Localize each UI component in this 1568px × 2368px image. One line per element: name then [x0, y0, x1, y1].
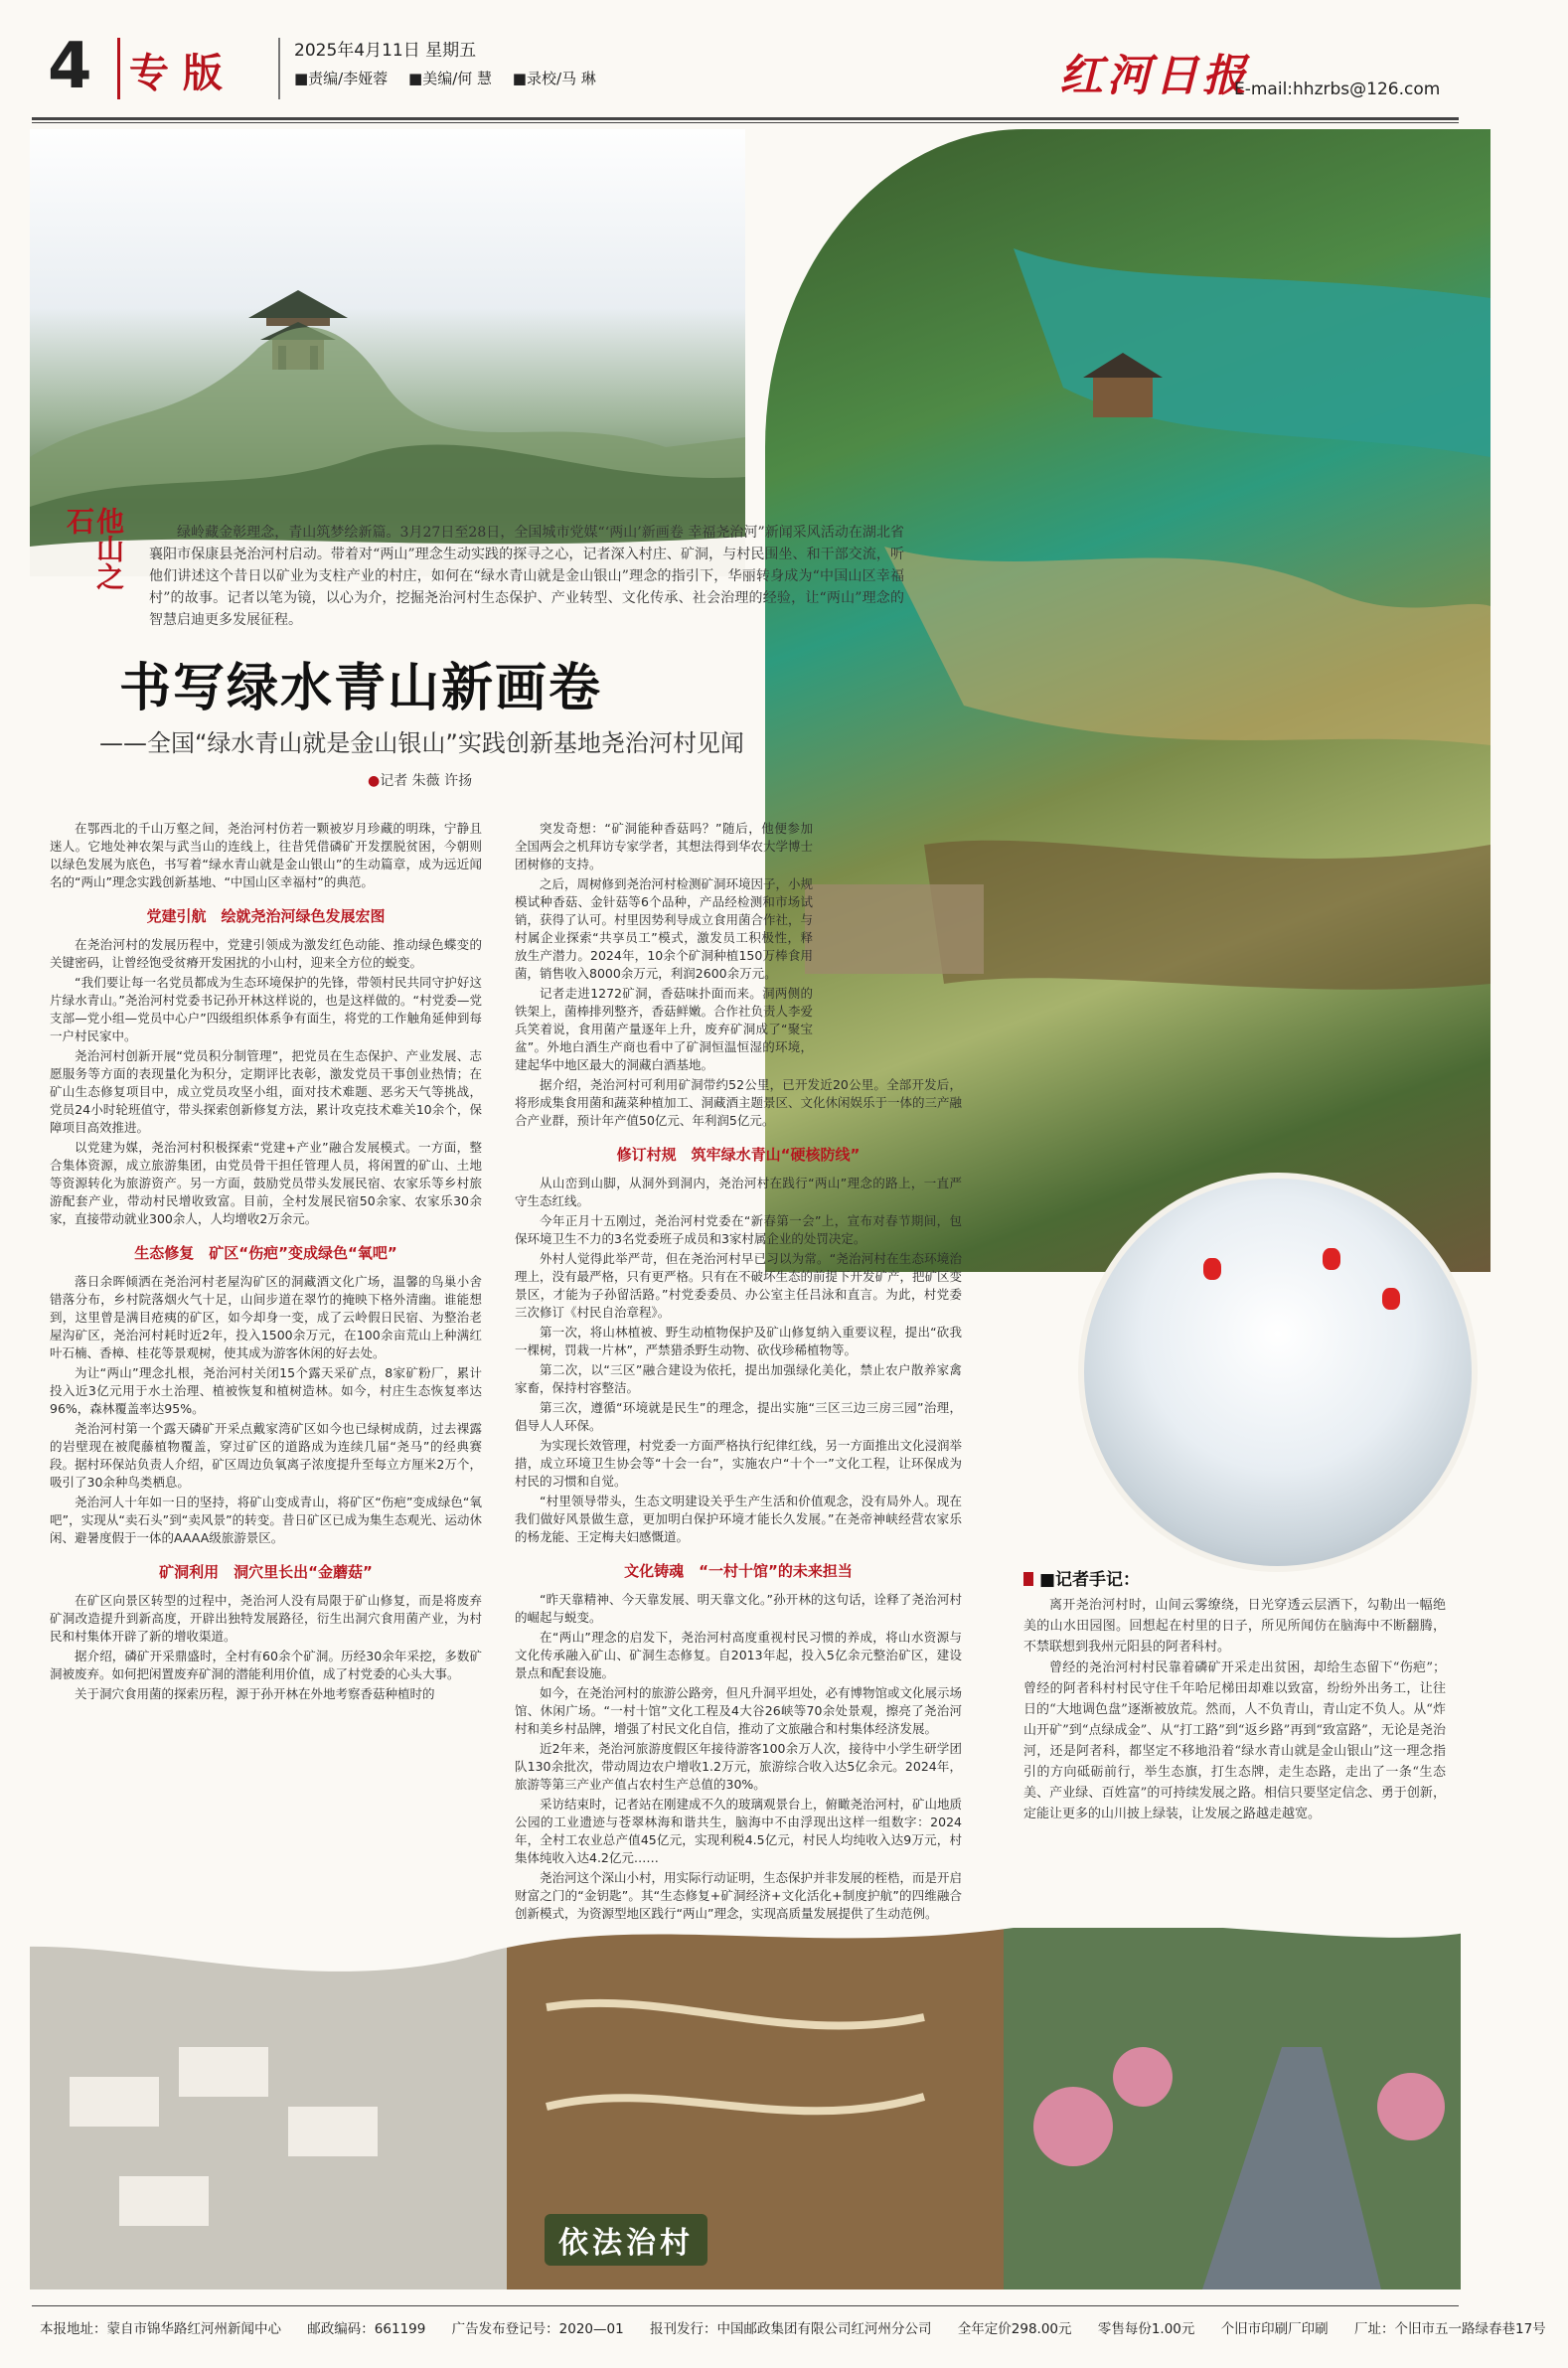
footer-item: 报刊发行：中国邮政集团有限公司红河州分公司: [649, 2321, 932, 2337]
paragraph: 今年正月十五刚过，尧治河村党委在“新春第一会”上，宣布对春节期间，包保环境卫生不力的3名党委班子成员和3家村属企业的处罚决定。: [515, 1213, 962, 1246]
paragraph: 据介绍，尧治河村可利用矿洞带约52公里，已开发近20公里。全部开发后，将形成集食用菌和蔬菜种植加工、洞藏酒主题景区、文化休闲娱乐于一体的三产融合产业群，预计年产值50亿元、年利润5亿元。: [515, 1077, 963, 1128]
column-seal: 他山之石: [63, 507, 125, 590]
paragraph: 尧治河这个深山小村，用实际行动证明，生态保护并非发展的桎梏，而是开启财富之门的“金钥匙”。其“生态修复+矿洞经济+文化活化+制度护航”的四维融合创新模式，为资源型地区践行“两山”理念，实现高质量发展提供了生动范例。: [515, 1870, 963, 1921]
article-title: 书写绿水青山新画卷: [119, 658, 603, 718]
issue-date: 2025年4月11日 星期五: [294, 41, 477, 61]
editor-credits: [294, 68, 612, 88]
paragraph: 在矿区向景区转型的过程中，尧治河人没有局限于矿山修复，而是将废弃矿洞改造提升到新高度，开辟出独特发展路径，衍生出洞穴食用菌产业，为村民和村集体开辟了新的增收渠道。: [50, 1593, 482, 1644]
article-subtitle: ——全国“绿水青山就是金山银山”实践创新基地尧治河村见闻: [99, 729, 744, 757]
paragraph: 落日余晖倾洒在尧治河村老屋沟矿区的洞藏酒文化广场，温馨的鸟巢小舍错落分布，乡村院落烟火气十足，山间步道在翠竹的掩映下格外清幽。谁能想到，这里曾是满目疮痍的矿区，如今却身一变，成了云岭假日民宿、为整治老屋沟矿区，尧治河村耗时近2年，投入1500余万元，在100余亩荒山上种满红叶石楠、香樟、桂花等景观树，使其成为游客休闲的好去处。: [50, 1274, 482, 1360]
byline: [368, 770, 472, 790]
contact-email: E-mail:hhzrbs@126.com: [1234, 79, 1441, 99]
byline-text: 记者 朱薇 许扬: [380, 773, 473, 789]
paragraph: 第一次，将山林植被、野生动植物保护及矿山修复纳入重要议程，提出“砍我一棵树，罚栽一片林”，严禁猎杀野生动物、砍伐珍稀植物等。: [515, 1325, 962, 1357]
col2-narrow-block: [515, 820, 813, 1074]
lead-paragraph: 绿岭藏金彰理念，青山筑梦绘新篇。3月27日至28日，全国城市党媒“‘两山’新画卷 幸福尧治河”新闻采风活动在湖北省襄阳市保康县尧治河村启动。带着对“两山”理念生动实践的探寻之心，记者深入村庄、矿洞，与村民围坐、和干部交流，听他们讲述这个昔日以矿业为支柱产业的村庄，如何在“绿水青山就是金山银山”理念的指引下，华丽转身成为“中国山区幸福村”的故事。记者以笔为镜，以心为介，挖掘尧治河村生态保护、产业转型、文化传承、社会治理的经验，让“两山”理念的智慧启迪更多发展征程。: [149, 525, 904, 628]
col2-wide-block: [515, 1076, 962, 1923]
paragraph: 曾经的尧治河村村民靠着磷矿开采走出贫困，却给生态留下“伤疤”；曾经的阿者科村村民守住千年哈尼梯田却难以致富，纷纷外出务工，让往日的“大地调色盘”逐渐被放荒。然而，人不负青山，青山定不负人。从“炸山开矿”到“点绿成金”、从“打工路”到“返乡路”再到“致富路”，无论是尧治河，还是阿者科，都坚定不移地沿着“绿水青山就是金山银山”这一理念指引的方向砥砺前行，举生态旗，打生态牌，走生态路，走出了一条“生态美、产业绿、百姓富”的可持续发展之路。相信只要坚定信念、勇于创新，定能让更多的山川披上绿装，让发展之路越走越宽。: [1023, 1660, 1446, 1821]
paragraph: 据介绍，磷矿开采鼎盛时，全村有60余个矿洞。历经30余年采挖，多数矿洞被废弃。如何把闲置废弃矿洞的潜能利用价值，成了村党委的心头大事。: [50, 1649, 482, 1681]
paragraph: 采访结束时，记者站在刚建成不久的玻璃观景台上，俯瞰尧治河村，矿山地质公园的工业遗迹与苍翠林海和谐共生，脑海中不由浮现出这样一组数字：2024年，全村工农业总产值45亿元，实现利税4.5亿元，村民人均纯收入达9万元，村集体纯收入达4.2亿元……: [515, 1797, 963, 1865]
paragraph: 从山峦到山脚，从洞外到洞内，尧治河村在践行“两山”理念的路上，一直严守生态红线。: [515, 1176, 962, 1208]
editor-credit: ■录校/马 琳: [512, 70, 596, 87]
footer-item: 个旧市印刷厂印刷: [1220, 2321, 1329, 2337]
paragraph: 近2年来，尧治河旅游度假区年接待游客100余万人次，接待中小学生研学团队130余批次，带动周边农户增收1.2万元，旅游综合收入达5亿余元。2024年，旅游等第三产业产值占农村生产总值的30%。: [515, 1741, 962, 1792]
article-column-1: [50, 820, 482, 1943]
paragraph: 突发奇想：“矿洞能种香菇吗？”随后，他便参加全国两会之机拜访专家学者，其想法得到华农大学博士团树修的支持。: [515, 821, 814, 871]
footer-item: 厂址：个旧市五一路绿春巷17号: [1353, 2321, 1546, 2337]
header-divider-2: [278, 38, 280, 99]
paragraph: 在“两山”理念的启发下，尧治河村高度重视村民习惯的养成，将山水资源与文化传承融入矿山、矿洞生态修复。自2013年起，投入5亿余元整治矿区，建设景点和配套设施。: [515, 1630, 962, 1680]
paragraph: 尧治河村创新开展“党员积分制管理”，把党员在生态保护、产业发展、志愿服务等方面的表现量化为积分，定期评比表彰，激发党员干事创业热情；在矿山生态修复项目中，成立党员攻坚小组，面对技术难题、恶劣天气等挑战，党员24小时轮班值守，带头探索创新修复方法，累计攻克技术难关10余个，保障项目高效推进。: [50, 1048, 482, 1135]
paragraph: 第三次，遵循“环境就是民生”的理念，提出实施“三区三边三房三园”治理，倡导人人环保。: [515, 1400, 962, 1433]
footer-item: 全年定价298.00元: [957, 2321, 1072, 2337]
paragraph: 在尧治河村的发展历程中，党建引领成为激发红色动能、推动绿色蝶变的关键密码，让曾经饱受贫瘠开发困扰的小山村，迎来全方位的蜕变。: [50, 937, 482, 970]
masthead: [0, 0, 1490, 129]
paragraph: 第二次，以“三区”融合建设为依托，提出加强绿化美化，禁止农户散养家禽家畜，保持村容整洁。: [515, 1362, 962, 1395]
footer-item: 邮政编码：661199: [307, 2321, 426, 2337]
paragraph: 外村人觉得此举严苛，但在尧治河村早已习以为常。“尧治河村在生态环境治理上，没有最严格，只有更严格。只有在不破坏生态的前提下开发矿产，把矿区变景区，才能为子孙留活路。”村党委委员、办公室主任吕泳和直言。为此，村党委三次修订《村民自治章程》。: [515, 1251, 963, 1320]
paragraph: 为实现长效管理，村党委一方面严格执行纪律红线，另一方面推出文化浸润举措，成立环境卫生协会等“十会一台”，实施农户“十个一”文化工程，让环保成为村民的习惯和自觉。: [515, 1438, 963, 1489]
section-heading: 文化铸魂 “一村十馆”的未来担当: [624, 1562, 853, 1580]
paragraph: 以党建为媒，尧治河村积极探索“党建+产业”融合发展模式。一方面，整合集体资源，成立旅游集团，由党员骨干担任管理人员，将闲置的矿山、土地等资源转化为旅游资产。另一方面，鼓励党员带头发展民宿、农家乐等乡村旅游配套产业，带动村民增收致富。目前，全村发展民宿50余家、农家乐30余家，直接带动就业300余人，人均增收2万余元。: [50, 1140, 482, 1226]
section-heading: 修订村规 筑牢绿水青山“硬核防线”: [616, 1146, 861, 1164]
header-rule: [32, 117, 1459, 120]
header-divider: [117, 38, 120, 99]
paragraph: 尧治河人十年如一日的坚持，将矿山变成青山，将矿区“伤疤”变成绿色“氧吧”，实现从“卖石头”到“卖风景”的转变。昔日矿区已成为集生态观光、运动休闲、避暑度假于一体的AAAA级旅游景区。: [50, 1495, 482, 1545]
paragraph: 记者走进1272矿洞，香菇味扑面而来。洞两侧的铁架上，菌棒排列整齐，香菇鲜嫩。合作社负责人李爱兵笑着说，食用菌产量逐年上升，废弃矿洞成了“聚宝盆”。外地白酒生产商也看中了矿洞恒温恒湿的环境，建起华中地区最大的洞藏白酒基地。: [515, 986, 814, 1072]
paragraph: 尧治河村第一个露天磷矿开采点戴家湾矿区如今也已绿树成荫，过去裸露的岩壁现在被爬藤植物覆盖，穿过矿区的道路成为连续几届“尧马”的经典赛段。据村环保站负责人介绍，矿区周边负氧离子浓度提升至每立方厘米2万个，吸引了30余种鸟类栖息。: [50, 1421, 482, 1490]
reporter-note-heading: ■记者手记：: [1023, 1565, 1140, 1590]
paragraph: 如今，在尧治河村的旅游公路旁，但凡升洞平坦处，必有博物馆或文化展示场馆、休闲广场。“一村十馆”文化工程及4大谷26峡等70余处景观，擦亮了尧治河村和美乡村品牌，增强了村民文化自信，推动了文旅融合和村集体经济发展。: [515, 1685, 963, 1736]
footer-item: 广告发布登记号：2020—01: [451, 2321, 624, 2337]
paragraph: 关于洞穴食用菌的探索历程，源于孙开林在外地考察香菇种植时的: [75, 1686, 435, 1701]
paragraph: “昨天靠精神、今天靠发展、明天靠文化。”孙开林的这句话，诠释了尧治河村的崛起与蜕变。: [515, 1592, 962, 1625]
footer-item: 零售每份1.00元: [1097, 2321, 1195, 2337]
paragraph: “我们要让每一名党员都成为生态环境保护的先锋，带领村民共同守护好这片绿水青山。”尧治河村党委书记孙开林这样说的，也是这样做的。“村党委—党支部—党小组—党员中心户”四级组织体系争有面生，将党的工作触角延伸到每一户村民家中。: [50, 975, 482, 1043]
page-section-tag: 专 版: [129, 50, 223, 96]
section-heading: 矿洞利用 洞穴里长出“金蘑菇”: [159, 1563, 373, 1581]
lantern-icon: [1323, 1248, 1340, 1270]
paragraph: 离开尧治河村时，山间云雾缭绕，日光穿透云层洒下，勾勒出一幅绝美的山水田园图。回想起在村里的日子，所见所闻仿在脑海中不断翻腾，不禁联想到我州元阳县的阿者科村。: [1023, 1598, 1446, 1655]
pavilion-mountain-photo: [30, 129, 745, 576]
lantern-icon: [1382, 1288, 1400, 1310]
paragraph: “村里领导带头，生态文明建设关乎生产生活和价值观念，没有局外人。现在我们做好风景做生意，更加明白保护环境才能长久发展。”在尧帝神峡经营农家乐的杨龙能、王定梅夫妇感慨道。: [515, 1494, 962, 1544]
footer-rule: [32, 2305, 1459, 2306]
editor-credit: ■美编/何 慧: [408, 70, 493, 87]
footer-item: 本报地址：蒙自市锦华路红河州新闻中心: [40, 2321, 281, 2337]
section-heading: 生态修复 矿区“伤疤”变成绿色“氧吧”: [134, 1244, 397, 1262]
paragraph: 为让“两山”理念扎根，尧治河村关闭15个露天采矿点，8家矿粉厂，累计投入近3亿元用于水土治理、植被恢复和植树造林。如今，村庄生态恢复率达96%，森林覆盖率达95%。: [50, 1365, 482, 1416]
editor-credit: ■责编/李娅蓉: [294, 70, 389, 87]
byline-bullet: ●: [368, 773, 381, 789]
snow-village-photo: [1078, 1173, 1478, 1572]
section-heading: 党建引航 绘就尧治河绿色发展宏图: [146, 907, 386, 925]
article-column-2: [515, 820, 964, 1923]
photo-sign-text: 依法治村: [545, 2214, 707, 2266]
paragraph: 之后，周树修到尧治河村检测矿洞环境因子，小规模试种香菇、金针菇等6个品种，产品经检测和市场试销，获得了认可。村里因势利导成立食用菌合作社，与村属企业探索“共享员工”模式，激发员工积极性，释放生产潜力。2024年，10余个矿洞种植150万棒食用菌，销售收入8000余万元，利润2600余万元。: [515, 876, 814, 981]
newspaper-logo: 红河日报: [1059, 51, 1250, 101]
reporter-note: [1023, 1595, 1446, 1918]
lantern-icon: [1203, 1258, 1221, 1280]
publication-footer: [40, 2317, 1546, 2337]
paragraph: 在鄂西北的千山万壑之间，尧治河村仿若一颗被岁月珍藏的明珠，宁静且迷人。它地处神农架与武当山的连线上，往昔凭借磷矿开发摆脱贫困，今朝则以绿色发展为底色，书写着“绿水青山就是金山银山”的生动篇章，成为远近闻名的“两山”理念实践创新基地、“中国山区幸福村”的典范。: [50, 821, 482, 889]
header-rule-thin: [32, 122, 1459, 123]
page-number: 4: [48, 30, 92, 103]
